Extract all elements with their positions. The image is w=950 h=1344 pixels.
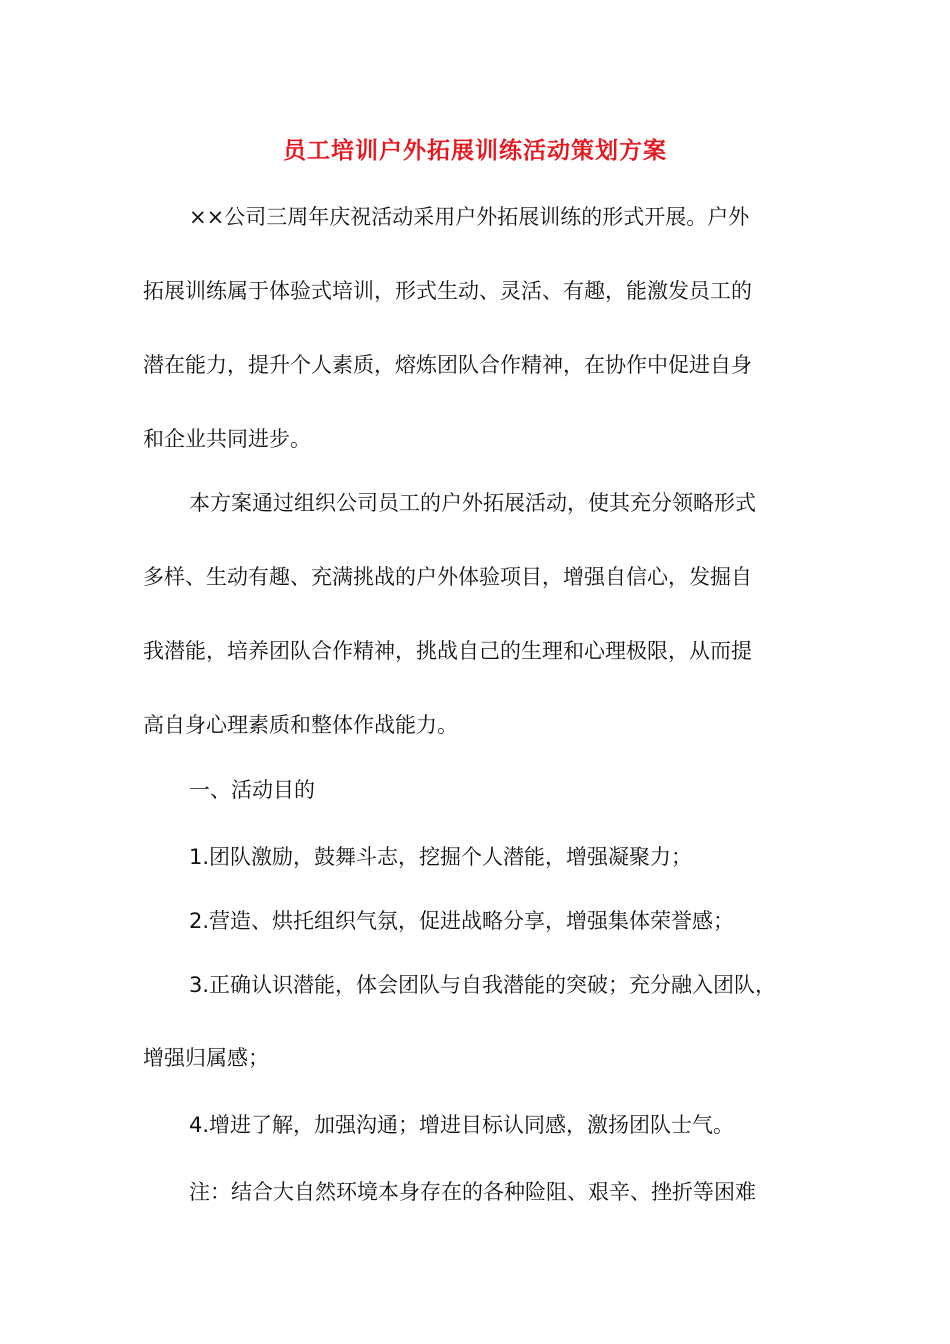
goal-item-2: 2.营造、烘托组织气氛，促进战略分享，增强集体荣誉感； — [189, 909, 735, 933]
note-line: 注：结合大自然环境本身存在的各种险阻、艰辛、挫折等困难 — [189, 1180, 756, 1204]
paragraph-1-line-1: ××公司三周年庆祝活动采用户外拓展训练的形式开展。户外 — [189, 205, 750, 229]
section-heading: 一、活动目的 — [189, 778, 315, 802]
goal-item-3: 3.正确认识潜能，体会团队与自我潜能的突破；充分融入团队， — [189, 973, 777, 997]
paragraph-1-line-3: 潜在能力，提升个人素质，熔炼团队合作精神，在协作中促进自身 — [143, 353, 752, 377]
goal-item-3-continued: 增强归属感； — [143, 1046, 269, 1070]
paragraph-2-line-1: 本方案通过组织公司员工的户外拓展活动，使其充分领略形式 — [189, 491, 756, 515]
paragraph-1-line-2: 拓展训练属于体验式培训，形式生动、灵活、有趣，能激发员工的 — [143, 279, 752, 303]
goal-item-1: 1.团队激励，鼓舞斗志，挖掘个人潜能，增强凝聚力； — [189, 845, 693, 869]
paragraph-2-line-3: 我潜能，培养团队合作精神，挑战自己的生理和心理极限，从而提 — [143, 639, 752, 663]
document-title: 员工培训户外拓展训练活动策划方案 — [283, 138, 667, 164]
paragraph-2-line-4: 高自身心理素质和整体作战能力。 — [143, 713, 458, 737]
goal-item-4: 4.增进了解，加强沟通；增进目标认同感，激扬团队士气。 — [189, 1113, 735, 1137]
paragraph-2-line-2: 多样、生动有趣、充满挑战的户外体验项目，增强自信心，发掘自 — [143, 565, 752, 589]
paragraph-1-line-4: 和企业共同进步。 — [143, 427, 311, 451]
